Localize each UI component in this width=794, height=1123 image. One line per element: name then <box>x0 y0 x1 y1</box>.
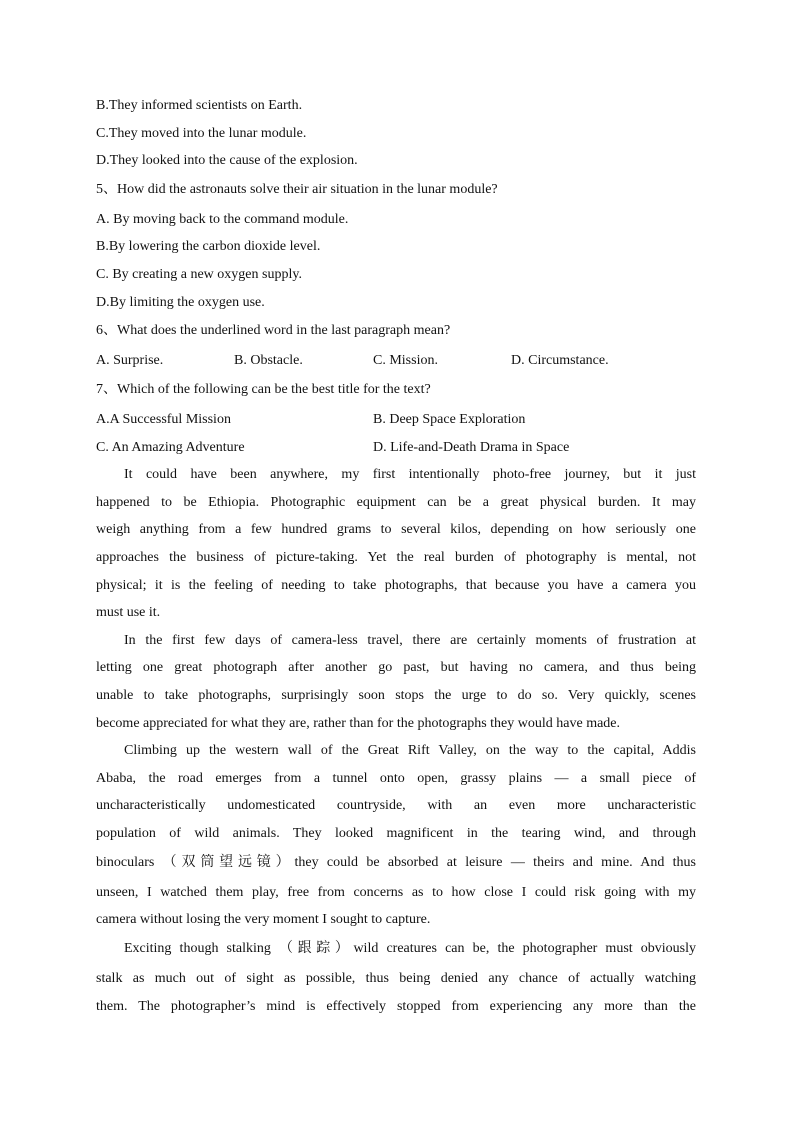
q5-option-a: A. By moving back to the command module. <box>96 212 349 227</box>
passage-p1-line: happened to be Ethiopia. Photographic equipment can be a great physical burden. It may <box>96 495 696 510</box>
q6-option-a: A. Surprise. <box>96 353 164 368</box>
q6-option-b: B. Obstacle. <box>234 353 303 368</box>
passage-p3-line: uncharacteristically undomesticated countryside, with an even more uncharacteristic <box>96 798 696 813</box>
passage-p4-line: them. The photographer’s mind is effectively stopped from experiencing any more than the <box>96 999 696 1014</box>
passage-p1-line: must use it. <box>96 605 161 620</box>
passage-p4-line: stalk as much out of sight as possible, thus being denied any chance of actually watching <box>96 971 696 986</box>
passage-p1-line: approaches the business of picture-taking. Yet the real burden of photography is mental, not <box>96 550 696 565</box>
passage-p1-line: weigh anything from a few hundred grams to several kilos, depending on how seriously one <box>96 522 696 537</box>
passage-p2-line: unable to take photographs, surprisingly soon stops the urge to do so. Very quickly, scenes <box>96 688 696 703</box>
passage-p3-line: unseen, I watched them play, free from concerns as to how close I could risk going with my <box>96 885 696 900</box>
passage-p3-line: Climbing up the western wall of the Great Rift Valley, on the way to the capital, Addis <box>124 743 696 758</box>
q7-option-b: B. Deep Space Exploration <box>373 412 526 427</box>
q6-question: 6、What does the underlined word in the last paragraph mean? <box>96 323 451 338</box>
q5-option-d: D.By limiting the oxygen use. <box>96 295 265 310</box>
q4-option-b: B.They informed scientists on Earth. <box>96 98 303 113</box>
q6-option-c: C. Mission. <box>373 353 438 368</box>
q5-question: 5、How did the astronauts solve their air situation in the lunar module? <box>96 182 498 197</box>
passage-p2-line: In the first few days of camera-less travel, there are certainly moments of frustration at <box>124 633 696 648</box>
passage-p3-line: camera without losing the very moment I sought to capture. <box>96 912 431 927</box>
q4-option-c: C.They moved into the lunar module. <box>96 126 307 141</box>
passage-p1-line: It could have been anywhere, my first intentionally photo-free journey, but it just <box>124 467 696 482</box>
q5-option-c: C. By creating a new oxygen supply. <box>96 267 302 282</box>
q7-question: 7、Which of the following can be the best title for the text? <box>96 382 431 397</box>
q7-option-c: C. An Amazing Adventure <box>96 440 245 455</box>
passage-p3-line: binoculars （双筒望远镜）they could be absorbed at leisure — theirs and mine. And thus <box>96 855 696 870</box>
q4-option-d: D.They looked into the cause of the explosion. <box>96 153 358 168</box>
passage-p3-line: population of wild animals. They looked magnificent in the tearing wind, and through <box>96 826 696 841</box>
q6-option-d: D. Circumstance. <box>511 353 609 368</box>
q7-option-d: D. Life-and-Death Drama in Space <box>373 440 570 455</box>
passage-p4-line: Exciting though stalking （跟踪）wild creatures can be, the photographer must obviously <box>124 941 696 956</box>
passage-p1-line: physical; it is the feeling of needing to take photographs, that because you have a camera you <box>96 578 696 593</box>
q7-option-a: A.A Successful Mission <box>96 412 231 427</box>
passage-p2-line: become appreciated for what they are, rather than for the photographs they would have made. <box>96 716 621 731</box>
passage-p2-line: letting one great photograph after another go past, but having no camera, and thus being <box>96 660 696 675</box>
q5-option-b: B.By lowering the carbon dioxide level. <box>96 239 321 254</box>
passage-p3-line: Ababa, the road emerges from a tunnel onto open, grassy plains — a small piece of <box>96 771 696 786</box>
